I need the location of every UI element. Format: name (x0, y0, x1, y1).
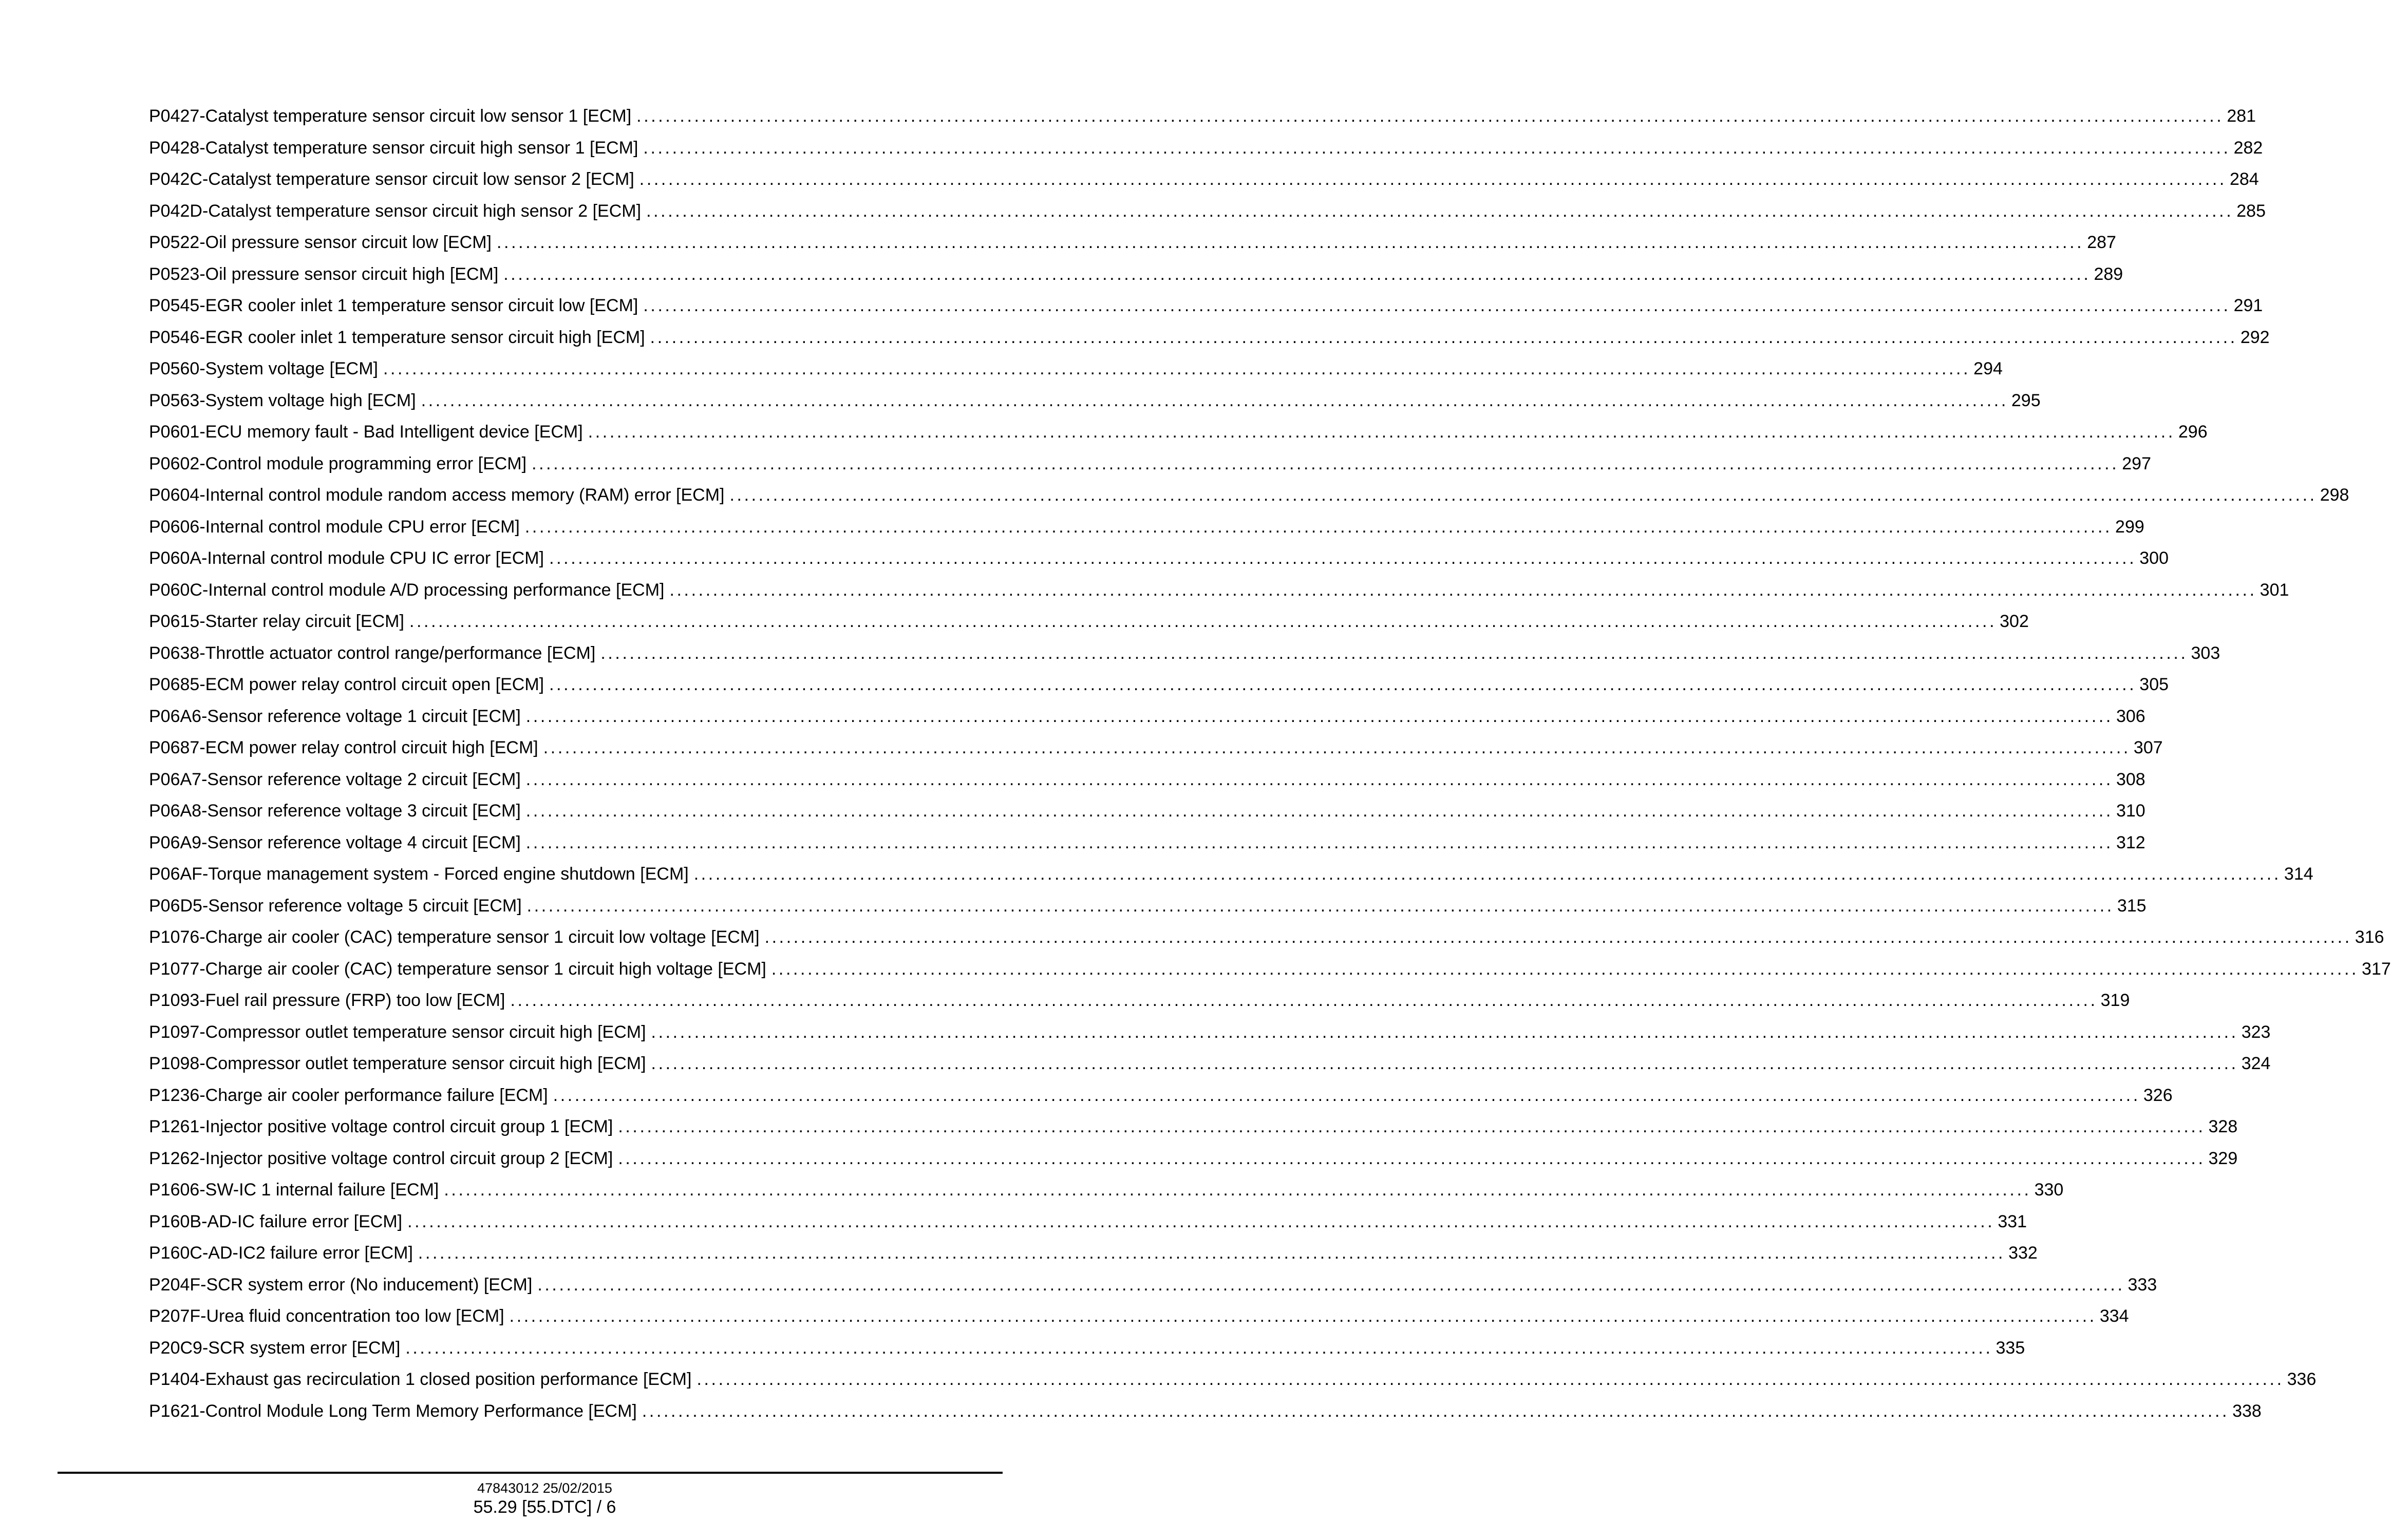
toc-dot-leader: ............................................................................................................................................................................................................................ (764, 927, 2352, 947)
toc-dot-leader: ............................................................................................................................................................................................................................ (421, 390, 2008, 410)
toc-dot-leader: ............................................................................................................................................................................................................................ (526, 896, 2114, 916)
toc-entry-title: P0560-System voltage [ECM] (149, 359, 378, 378)
toc-entry-page-number: 287 (2087, 233, 2116, 252)
toc-entry-page-number: 284 (2229, 169, 2259, 189)
toc-dot-leader: ............................................................................................................................................................................................................................ (383, 359, 1971, 378)
toc-entry[interactable] (149, 353, 2003, 385)
toc-entry-page-number: 292 (2240, 327, 2270, 347)
toc-entry-title: P1606-SW-IC 1 internal failure [ECM] (149, 1180, 439, 1200)
toc-entry[interactable] (149, 827, 2145, 859)
toc-entry[interactable] (149, 259, 2123, 291)
toc-entry-title: P0604-Internal control module random access memory (RAM) error [ECM] (149, 485, 725, 505)
toc-entry[interactable] (149, 1238, 2038, 1269)
toc-entry[interactable] (149, 922, 2384, 954)
toc-entry-title: P0638-Throttle actuator control range/performance [ECM] (149, 643, 596, 663)
toc-entry-title: P06A9-Sensor reference voltage 4 circuit [ECM] (149, 832, 521, 852)
toc-dot-leader: ............................................................................................................................................................................................................................ (600, 643, 2188, 663)
toc-entry-page-number: 336 (2287, 1370, 2317, 1389)
toc-dot-leader: ............................................................................................................................................................................................................................ (639, 169, 2227, 189)
toc-dot-leader: ............................................................................................................................................................................................................................ (642, 1401, 2230, 1421)
toc-entry-page-number: 300 (2139, 548, 2169, 568)
toc-entry-title: P06A6-Sensor reference voltage 1 circuit [ECM] (149, 706, 521, 726)
toc-entry-title: P1261-Injector positive voltage control circuit group 1 [ECM] (149, 1117, 613, 1136)
toc-dot-leader: ............................................................................................................................................................................................................................ (409, 612, 1997, 631)
toc-dot-leader: ............................................................................................................................................................................................................................ (543, 738, 2131, 757)
toc-entry[interactable] (149, 101, 2256, 132)
toc-entry[interactable] (149, 795, 2145, 827)
toc-dot-leader: ............................................................................................................................................................................................................................ (693, 864, 2281, 884)
toc-entry-page-number: 335 (1995, 1338, 2025, 1358)
toc-entry-title: P0602-Control module programming error [ECM] (149, 453, 527, 473)
toc-dot-leader: ............................................................................................................................................................................................................................ (643, 138, 2231, 158)
toc-entry-page-number: 338 (2232, 1401, 2262, 1421)
toc-entry-title: P06AF-Torque management system - Forced engine shutdown [ECM] (149, 864, 689, 884)
toc-entry-page-number: 310 (2116, 801, 2145, 821)
toc-dot-leader: ............................................................................................................................................................................................................................ (696, 1370, 2284, 1389)
footer-divider (58, 1472, 1003, 1474)
toc-entry[interactable] (149, 1396, 2262, 1428)
toc-entry-page-number: 314 (2284, 864, 2313, 884)
toc-entry[interactable] (149, 1048, 2271, 1080)
toc-entry[interactable] (149, 701, 2145, 733)
toc-entry-title: P0615-Starter relay circuit [ECM] (149, 612, 404, 631)
toc-dot-leader: ............................................................................................................................................................................................................................ (553, 1085, 2140, 1105)
toc-entry-page-number: 319 (2100, 991, 2130, 1010)
toc-entry-page-number: 328 (2208, 1117, 2238, 1136)
toc-entry-page-number: 326 (2143, 1085, 2173, 1105)
toc-entry-page-number: 282 (2233, 138, 2263, 158)
toc-entry-page-number: 316 (2355, 927, 2384, 947)
toc-entry-page-number: 306 (2116, 706, 2145, 726)
toc-dot-leader: ............................................................................................................................................................................................................................ (503, 264, 2091, 284)
toc-dot-leader: ............................................................................................................................................................................................................................ (771, 959, 2359, 979)
toc-dot-leader: ............................................................................................................................................................................................................................ (650, 327, 2237, 347)
toc-entry[interactable] (149, 290, 2263, 322)
toc-entry[interactable] (149, 511, 2144, 543)
toc-entry-page-number: 315 (2117, 896, 2147, 916)
toc-entry[interactable] (149, 669, 2169, 701)
toc-entry-page-number: 317 (2362, 959, 2391, 979)
toc-entry-title: P1093-Fuel rail pressure (FRP) too low [ECM] (149, 991, 505, 1010)
toc-entry-title: P1236-Charge air cooler performance failure [ECM] (149, 1085, 548, 1105)
toc-entry[interactable] (149, 416, 2208, 448)
toc-entry-page-number: 324 (2241, 1054, 2271, 1073)
toc-entry[interactable] (149, 385, 2041, 417)
toc-entry-page-number: 307 (2133, 738, 2163, 757)
toc-entry-page-number: 295 (2011, 390, 2041, 410)
toc-entry[interactable] (149, 322, 2270, 354)
toc-entry[interactable] (149, 132, 2263, 164)
toc-entry-page-number: 334 (2099, 1306, 2129, 1326)
toc-entry-page-number: 294 (1973, 359, 2003, 378)
toc-dot-leader: ............................................................................................................................................................................................................................ (651, 1022, 2238, 1042)
toc-entry-title: P207F-Urea fluid concentration too low [ECM] (149, 1306, 504, 1326)
toc-dot-leader: ............................................................................................................................................................................................................................ (636, 106, 2224, 126)
toc-entry[interactable] (149, 1364, 2317, 1396)
toc-entry-title: P042C-Catalyst temperature sensor circuit low sensor 2 [ECM] (149, 169, 634, 189)
toc-entry[interactable] (149, 890, 2147, 922)
toc-dot-leader: ............................................................................................................................................................................................................................ (524, 517, 2113, 537)
toc-entry-page-number: 285 (2236, 201, 2266, 221)
toc-entry-page-number: 332 (2008, 1243, 2038, 1263)
toc-entry[interactable] (149, 448, 2151, 480)
toc-dot-leader: ............................................................................................................................................................................................................................ (549, 548, 2137, 568)
toc-dot-leader: ............................................................................................................................................................................................................................ (405, 1338, 1993, 1358)
toc-entry[interactable] (149, 164, 2259, 196)
toc-entry[interactable] (149, 606, 2029, 638)
toc-entry-page-number: 281 (2227, 106, 2256, 126)
toc-entry[interactable] (149, 196, 2266, 227)
toc-entry-page-number: 299 (2115, 517, 2144, 537)
toc-entry-page-number: 301 (2260, 580, 2289, 600)
toc-dot-leader: ............................................................................................................................................................................................................................ (525, 706, 2113, 726)
toc-entry-page-number: 312 (2116, 832, 2145, 852)
toc-entry-title: P06D5-Sensor reference voltage 5 circuit [ECM] (149, 896, 522, 916)
toc-entry-title: P0545-EGR cooler inlet 1 temperature sensor circuit low [ECM] (149, 296, 638, 315)
toc-entry-title: P042D-Catalyst temperature sensor circuit high sensor 2 [ECM] (149, 201, 642, 221)
toc-dot-leader: ............................................................................................................................................................................................................................ (407, 1211, 1995, 1231)
toc-entry-title: P160B-AD-IC failure error [ECM] (149, 1211, 403, 1231)
toc-dot-leader: ............................................................................................................................................................................................................................ (646, 201, 2234, 221)
toc-entry-page-number: 333 (2128, 1275, 2157, 1295)
toc-dot-leader: ............................................................................................................................................................................................................................ (588, 422, 2175, 442)
toc-dot-leader: ............................................................................................................................................................................................................................ (510, 991, 2098, 1010)
toc-entry-title: P160C-AD-IC2 failure error [ECM] (149, 1243, 413, 1263)
toc-dot-leader: ............................................................................................................................................................................................................................ (525, 769, 2113, 789)
toc-entry[interactable] (149, 764, 2145, 796)
toc-entry-page-number: 289 (2094, 264, 2123, 284)
toc-entry-title: P1098-Compressor outlet temperature sensor circuit high [ECM] (149, 1054, 646, 1073)
toc-entry[interactable] (149, 575, 2289, 606)
footer-page-reference: 55.29 [55.DTC] / 6 (473, 1497, 616, 1517)
toc-dot-leader: ............................................................................................................................................................................................................................ (549, 675, 2137, 694)
toc-entry-title: P1404-Exhaust gas recirculation 1 closed position performance [ECM] (149, 1370, 692, 1389)
toc-entry[interactable] (149, 1143, 2238, 1175)
toc-entry[interactable] (149, 1333, 2025, 1364)
toc-entry-title: P1621-Control Module Long Term Memory Performance [ECM] (149, 1401, 637, 1421)
toc-dot-leader: ............................................................................................................................................................................................................................ (669, 580, 2257, 600)
toc-entry-page-number: 308 (2116, 769, 2145, 789)
toc-entry-title: P204F-SCR system error (No inducement) [ECM] (149, 1275, 533, 1295)
toc-entry-page-number: 303 (2191, 643, 2220, 663)
toc-dot-leader: ............................................................................................................................................................................................................................ (643, 296, 2231, 315)
toc-entry-title: P0601-ECU memory fault - Bad Intelligent device [ECM] (149, 422, 583, 442)
toc-entry[interactable] (149, 859, 2313, 890)
toc-entry[interactable] (149, 1301, 2129, 1333)
table-of-contents (149, 101, 2391, 1427)
toc-entry-page-number: 323 (2241, 1022, 2271, 1042)
toc-entry[interactable] (149, 1017, 2271, 1049)
toc-entry-title: P0523-Oil pressure sensor circuit high [ECM] (149, 264, 499, 284)
toc-entry-page-number: 298 (2320, 485, 2349, 505)
toc-entry[interactable] (149, 543, 2169, 575)
toc-entry-page-number: 331 (1998, 1211, 2027, 1231)
toc-entry[interactable] (149, 954, 2391, 985)
toc-dot-leader: ............................................................................................................................................................................................................................ (525, 801, 2113, 821)
toc-entry-title: P1077-Charge air cooler (CAC) temperature sensor 1 circuit high voltage [ECM] (149, 959, 766, 979)
footer-document-info: 47843012 25/02/2015 (477, 1480, 612, 1496)
toc-entry[interactable] (149, 227, 2116, 259)
toc-dot-leader: ............................................................................................................................................................................................................................ (509, 1306, 2097, 1326)
toc-dot-leader: ............................................................................................................................................................................................................................ (444, 1180, 2031, 1200)
toc-entry[interactable] (149, 1080, 2173, 1112)
toc-entry[interactable] (149, 1206, 2027, 1238)
toc-entry[interactable] (149, 1269, 2157, 1301)
toc-dot-leader: ............................................................................................................................................................................................................................ (497, 233, 2084, 252)
toc-entry[interactable] (149, 1174, 2064, 1206)
toc-dot-leader: ............................................................................................................................................................................................................................ (618, 1117, 2206, 1136)
toc-dot-leader: ............................................................................................................................................................................................................................ (525, 832, 2113, 852)
toc-entry-title: P0563-System voltage high [ECM] (149, 390, 416, 410)
toc-entry[interactable] (149, 1111, 2238, 1143)
toc-entry[interactable] (149, 480, 2349, 511)
toc-entry[interactable] (149, 732, 2163, 764)
toc-entry-title: P06A7-Sensor reference voltage 2 circuit [ECM] (149, 769, 521, 789)
toc-dot-leader: ............................................................................................................................................................................................................................ (618, 1148, 2206, 1168)
toc-entry-page-number: 329 (2208, 1148, 2238, 1168)
toc-entry-title: P0428-Catalyst temperature sensor circuit high sensor 1 [ECM] (149, 138, 638, 158)
toc-dot-leader: ............................................................................................................................................................................................................................ (537, 1275, 2125, 1295)
toc-entry-page-number: 302 (2000, 612, 2029, 631)
toc-entry-title: P0606-Internal control module CPU error [ECM] (149, 517, 520, 537)
toc-entry-title: P0546-EGR cooler inlet 1 temperature sensor circuit high [ECM] (149, 327, 645, 347)
toc-entry-page-number: 305 (2139, 675, 2169, 694)
toc-entry-title: P0427-Catalyst temperature sensor circuit low sensor 1 [ECM] (149, 106, 632, 126)
toc-dot-leader: ............................................................................................................................................................................................................................ (418, 1243, 2006, 1263)
toc-dot-leader: ............................................................................................................................................................................................................................ (651, 1054, 2238, 1073)
toc-entry-title: P20C9-SCR system error [ECM] (149, 1338, 401, 1358)
toc-entry-page-number: 330 (2034, 1180, 2064, 1200)
toc-entry[interactable] (149, 985, 2130, 1017)
toc-entry-title: P0687-ECM power relay control circuit high [ECM] (149, 738, 538, 757)
toc-dot-leader: ............................................................................................................................................................................................................................ (532, 453, 2119, 473)
toc-entry-page-number: 291 (2233, 296, 2263, 315)
toc-entry-title: P1097-Compressor outlet temperature sensor circuit high [ECM] (149, 1022, 646, 1042)
toc-entry-title: P0522-Oil pressure sensor circuit low [ECM] (149, 233, 492, 252)
toc-entry-title: P060A-Internal control module CPU IC error [ECM] (149, 548, 544, 568)
toc-entry-page-number: 296 (2178, 422, 2208, 442)
toc-entry-title: P0685-ECM power relay control circuit open [ECM] (149, 675, 544, 694)
toc-entry-title: P1076-Charge air cooler (CAC) temperature sensor 1 circuit low voltage [ECM] (149, 927, 760, 947)
toc-dot-leader: ............................................................................................................................................................................................................................ (729, 485, 2317, 505)
toc-entry-title: P060C-Internal control module A/D processing performance [ECM] (149, 580, 665, 600)
toc-entry-title: P1262-Injector positive voltage control circuit group 2 [ECM] (149, 1148, 613, 1168)
toc-entry-page-number: 297 (2122, 453, 2151, 473)
toc-entry-title: P06A8-Sensor reference voltage 3 circuit [ECM] (149, 801, 521, 821)
toc-entry[interactable] (149, 638, 2220, 670)
